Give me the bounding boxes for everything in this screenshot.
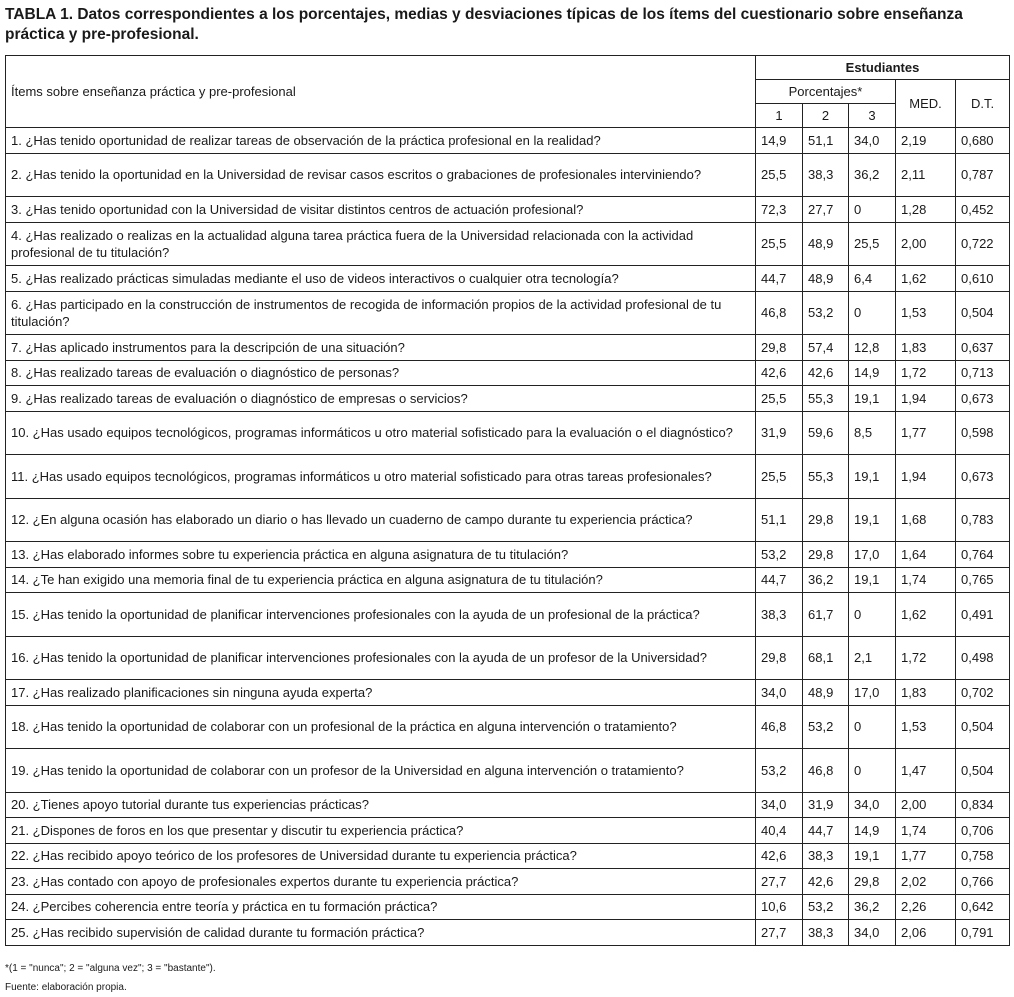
cell-p3: 8,5	[849, 411, 896, 455]
table-row	[6, 455, 1010, 499]
cell-p1: 46,8	[756, 705, 803, 749]
table-row	[6, 360, 1010, 386]
cell-dt: 0,706	[956, 818, 1010, 844]
cell-dt: 0,680	[956, 128, 1010, 154]
table-row	[6, 680, 1010, 706]
cell-med: 2,11	[896, 153, 956, 197]
cell-p1: 31,9	[756, 411, 803, 455]
cell-p1: 42,6	[756, 843, 803, 869]
cell-med: 1,74	[896, 567, 956, 593]
cell-med: 2,06	[896, 920, 956, 946]
cell-med: 1,47	[896, 749, 956, 793]
cell-dt: 0,758	[956, 843, 1010, 869]
item-text: 5. ¿Has realizado prácticas simuladas mediante el uso de videos interactivos o cualquier otra tecnología?	[6, 266, 756, 292]
cell-dt: 0,504	[956, 705, 1010, 749]
item-text: 16. ¿Has tenido la oportunidad de planificar intervenciones profesionales con la ayuda de un profesor de la Universidad?	[6, 636, 756, 680]
item-text: 14. ¿Te han exigido una memoria final de tu experiencia práctica en alguna asignatura de tu titulación?	[6, 567, 756, 593]
cell-med: 1,64	[896, 542, 956, 568]
cell-med: 1,83	[896, 335, 956, 361]
item-text: 11. ¿Has usado equipos tecnológicos, programas informáticos u otro material sofisticado para otras tareas profesionales?	[6, 455, 756, 499]
cell-p1: 25,5	[756, 455, 803, 499]
header-med: MED.	[896, 80, 956, 128]
cell-p3: 19,1	[849, 567, 896, 593]
cell-p1: 27,7	[756, 869, 803, 895]
cell-med: 2,02	[896, 869, 956, 895]
cell-p2: 46,8	[803, 749, 849, 793]
cell-p2: 53,2	[803, 894, 849, 920]
item-text: 8. ¿Has realizado tareas de evaluación o diagnóstico de personas?	[6, 360, 756, 386]
cell-p1: 27,7	[756, 920, 803, 946]
table-row	[6, 705, 1010, 749]
cell-p1: 53,2	[756, 749, 803, 793]
cell-dt: 0,834	[956, 792, 1010, 818]
cell-p1: 53,2	[756, 542, 803, 568]
cell-med: 1,53	[896, 291, 956, 335]
cell-p2: 31,9	[803, 792, 849, 818]
cell-p1: 46,8	[756, 291, 803, 335]
cell-dt: 0,504	[956, 749, 1010, 793]
cell-p3: 0	[849, 749, 896, 793]
item-text: 13. ¿Has elaborado informes sobre tu experiencia práctica en alguna asignatura de tu titulación?	[6, 542, 756, 568]
cell-p3: 12,8	[849, 335, 896, 361]
cell-med: 1,77	[896, 843, 956, 869]
table-body	[6, 128, 1010, 946]
cell-p1: 25,5	[756, 222, 803, 266]
table-row	[6, 153, 1010, 197]
cell-dt: 0,610	[956, 266, 1010, 292]
cell-p2: 38,3	[803, 920, 849, 946]
header-estudiantes: Estudiantes	[756, 56, 1010, 80]
cell-p3: 29,8	[849, 869, 896, 895]
header-porcentajes: Porcentajes*	[756, 80, 896, 104]
cell-p2: 55,3	[803, 386, 849, 412]
item-text: 7. ¿Has aplicado instrumentos para la descripción de una situación?	[6, 335, 756, 361]
item-text: 1. ¿Has tenido oportunidad de realizar tareas de observación de la práctica profesional en la realidad?	[6, 128, 756, 154]
item-text: 24. ¿Percibes coherencia entre teoría y práctica en tu formación práctica?	[6, 894, 756, 920]
item-text: 25. ¿Has recibido supervisión de calidad durante tu formación práctica?	[6, 920, 756, 946]
cell-p1: 40,4	[756, 818, 803, 844]
table-row	[6, 291, 1010, 335]
cell-p1: 44,7	[756, 567, 803, 593]
cell-p2: 48,9	[803, 266, 849, 292]
cell-dt: 0,452	[956, 197, 1010, 223]
cell-p2: 55,3	[803, 455, 849, 499]
cell-p3: 19,1	[849, 498, 896, 542]
item-text: 21. ¿Dispones de foros en los que presentar y discutir tu experiencia práctica?	[6, 818, 756, 844]
cell-dt: 0,787	[956, 153, 1010, 197]
cell-dt: 0,598	[956, 411, 1010, 455]
cell-med: 1,94	[896, 455, 956, 499]
cell-p3: 19,1	[849, 386, 896, 412]
cell-p3: 0	[849, 593, 896, 637]
table-row	[6, 593, 1010, 637]
item-text: 23. ¿Has contado con apoyo de profesionales expertos durante tu experiencia práctica?	[6, 869, 756, 895]
table-row	[6, 869, 1010, 895]
cell-p3: 2,1	[849, 636, 896, 680]
table-row	[6, 818, 1010, 844]
cell-p3: 19,1	[849, 843, 896, 869]
cell-med: 1,62	[896, 593, 956, 637]
header-p3: 3	[849, 104, 896, 128]
item-text: 18. ¿Has tenido la oportunidad de colaborar con un profesional de la práctica en alguna intervención o tratamiento?	[6, 705, 756, 749]
header-dt: D.T.	[956, 80, 1010, 128]
cell-p3: 19,1	[849, 455, 896, 499]
cell-p1: 25,5	[756, 386, 803, 412]
cell-med: 1,77	[896, 411, 956, 455]
cell-p1: 42,6	[756, 360, 803, 386]
cell-p2: 53,2	[803, 291, 849, 335]
item-text: 10. ¿Has usado equipos tecnológicos, programas informáticos u otro material sofisticado para la evaluación o el diagnóstico?	[6, 411, 756, 455]
table-row	[6, 266, 1010, 292]
cell-p3: 0	[849, 291, 896, 335]
cell-p1: 25,5	[756, 153, 803, 197]
cell-dt: 0,498	[956, 636, 1010, 680]
cell-p3: 25,5	[849, 222, 896, 266]
table-row	[6, 335, 1010, 361]
table-row	[6, 567, 1010, 593]
table-row	[6, 792, 1010, 818]
footnote: *(1 = "nunca"; 2 = "alguna vez"; 3 = "bastante").	[5, 963, 216, 974]
cell-p1: 34,0	[756, 680, 803, 706]
cell-p2: 42,6	[803, 869, 849, 895]
table-row	[6, 920, 1010, 946]
cell-med: 1,28	[896, 197, 956, 223]
cell-p2: 48,9	[803, 680, 849, 706]
table-caption: TABLA 1. Datos correspondientes a los porcentajes, medias y desviaciones típicas de los ítems del cuestionario sobre enseñanza práctica y pre-profesional.	[5, 6, 963, 43]
cell-med: 1,62	[896, 266, 956, 292]
cell-p3: 17,0	[849, 680, 896, 706]
cell-dt: 0,491	[956, 593, 1010, 637]
source-note: Fuente: elaboración propia.	[5, 982, 127, 993]
cell-p2: 68,1	[803, 636, 849, 680]
item-text: 22. ¿Has recibido apoyo teórico de los profesores de Universidad durante tu experiencia práctica?	[6, 843, 756, 869]
cell-p1: 44,7	[756, 266, 803, 292]
header-items: Ítems sobre enseñanza práctica y pre-profesional	[6, 56, 756, 128]
header-p1: 1	[756, 104, 803, 128]
cell-p3: 0	[849, 197, 896, 223]
table-row	[6, 894, 1010, 920]
cell-p2: 36,2	[803, 567, 849, 593]
table-row	[6, 749, 1010, 793]
cell-p1: 29,8	[756, 636, 803, 680]
item-text: 9. ¿Has realizado tareas de evaluación o diagnóstico de empresas o servicios?	[6, 386, 756, 412]
cell-dt: 0,783	[956, 498, 1010, 542]
table-row	[6, 222, 1010, 266]
cell-p2: 42,6	[803, 360, 849, 386]
table-row	[6, 386, 1010, 412]
cell-p3: 36,2	[849, 153, 896, 197]
item-text: 3. ¿Has tenido oportunidad con la Universidad de visitar distintos centros de actuación profesional?	[6, 197, 756, 223]
cell-p3: 34,0	[849, 128, 896, 154]
cell-p2: 29,8	[803, 498, 849, 542]
cell-p1: 38,3	[756, 593, 803, 637]
cell-med: 1,53	[896, 705, 956, 749]
cell-p1: 14,9	[756, 128, 803, 154]
cell-med: 2,26	[896, 894, 956, 920]
cell-med: 1,72	[896, 360, 956, 386]
item-text: 19. ¿Has tenido la oportunidad de colaborar con un profesor de la Universidad en alguna intervención o tratamiento?	[6, 749, 756, 793]
cell-med: 1,72	[896, 636, 956, 680]
cell-p1: 72,3	[756, 197, 803, 223]
cell-p3: 17,0	[849, 542, 896, 568]
table-row	[6, 498, 1010, 542]
cell-med: 2,19	[896, 128, 956, 154]
table-row	[6, 542, 1010, 568]
cell-dt: 0,504	[956, 291, 1010, 335]
cell-dt: 0,642	[956, 894, 1010, 920]
cell-p3: 0	[849, 705, 896, 749]
cell-dt: 0,764	[956, 542, 1010, 568]
cell-dt: 0,673	[956, 386, 1010, 412]
cell-p2: 48,9	[803, 222, 849, 266]
cell-dt: 0,637	[956, 335, 1010, 361]
item-text: 17. ¿Has realizado planificaciones sin ninguna ayuda experta?	[6, 680, 756, 706]
cell-p1: 29,8	[756, 335, 803, 361]
table-row	[6, 636, 1010, 680]
cell-p2: 51,1	[803, 128, 849, 154]
item-text: 20. ¿Tienes apoyo tutorial durante tus experiencias prácticas?	[6, 792, 756, 818]
table-row	[6, 128, 1010, 154]
cell-p2: 59,6	[803, 411, 849, 455]
item-text: 2. ¿Has tenido la oportunidad en la Universidad de revisar casos escritos o grabaciones de profesionales interviniendo?	[6, 153, 756, 197]
cell-p3: 34,0	[849, 920, 896, 946]
table-row	[6, 411, 1010, 455]
cell-dt: 0,722	[956, 222, 1010, 266]
cell-dt: 0,765	[956, 567, 1010, 593]
cell-p1: 34,0	[756, 792, 803, 818]
cell-p2: 53,2	[803, 705, 849, 749]
cell-p2: 44,7	[803, 818, 849, 844]
item-text: 4. ¿Has realizado o realizas en la actualidad alguna tarea práctica fuera de la Universidad relacionada con la actividad profesional de tu titulación?	[6, 222, 756, 266]
table-row	[6, 843, 1010, 869]
cell-dt: 0,673	[956, 455, 1010, 499]
cell-med: 1,74	[896, 818, 956, 844]
cell-med: 2,00	[896, 792, 956, 818]
item-text: 12. ¿En alguna ocasión has elaborado un diario o has llevado un cuaderno de campo durante tu experiencia práctica?	[6, 498, 756, 542]
cell-dt: 0,766	[956, 869, 1010, 895]
cell-p2: 27,7	[803, 197, 849, 223]
cell-p2: 29,8	[803, 542, 849, 568]
cell-med: 2,00	[896, 222, 956, 266]
cell-p3: 14,9	[849, 818, 896, 844]
cell-dt: 0,702	[956, 680, 1010, 706]
cell-p2: 57,4	[803, 335, 849, 361]
cell-p1: 51,1	[756, 498, 803, 542]
data-table	[5, 55, 1010, 946]
cell-dt: 0,713	[956, 360, 1010, 386]
cell-p1: 10,6	[756, 894, 803, 920]
cell-p2: 61,7	[803, 593, 849, 637]
cell-p3: 36,2	[849, 894, 896, 920]
item-text: 6. ¿Has participado en la construcción de instrumentos de recogida de información propios de la actividad profesional de tu titulación?	[6, 291, 756, 335]
cell-p3: 34,0	[849, 792, 896, 818]
cell-p2: 38,3	[803, 843, 849, 869]
cell-p3: 14,9	[849, 360, 896, 386]
cell-p3: 6,4	[849, 266, 896, 292]
cell-dt: 0,791	[956, 920, 1010, 946]
cell-p2: 38,3	[803, 153, 849, 197]
item-text: 15. ¿Has tenido la oportunidad de planificar intervenciones profesionales con la ayuda de un profesional de la práctica?	[6, 593, 756, 637]
cell-med: 1,68	[896, 498, 956, 542]
cell-med: 1,83	[896, 680, 956, 706]
table-row	[6, 197, 1010, 223]
header-p2: 2	[803, 104, 849, 128]
cell-med: 1,94	[896, 386, 956, 412]
